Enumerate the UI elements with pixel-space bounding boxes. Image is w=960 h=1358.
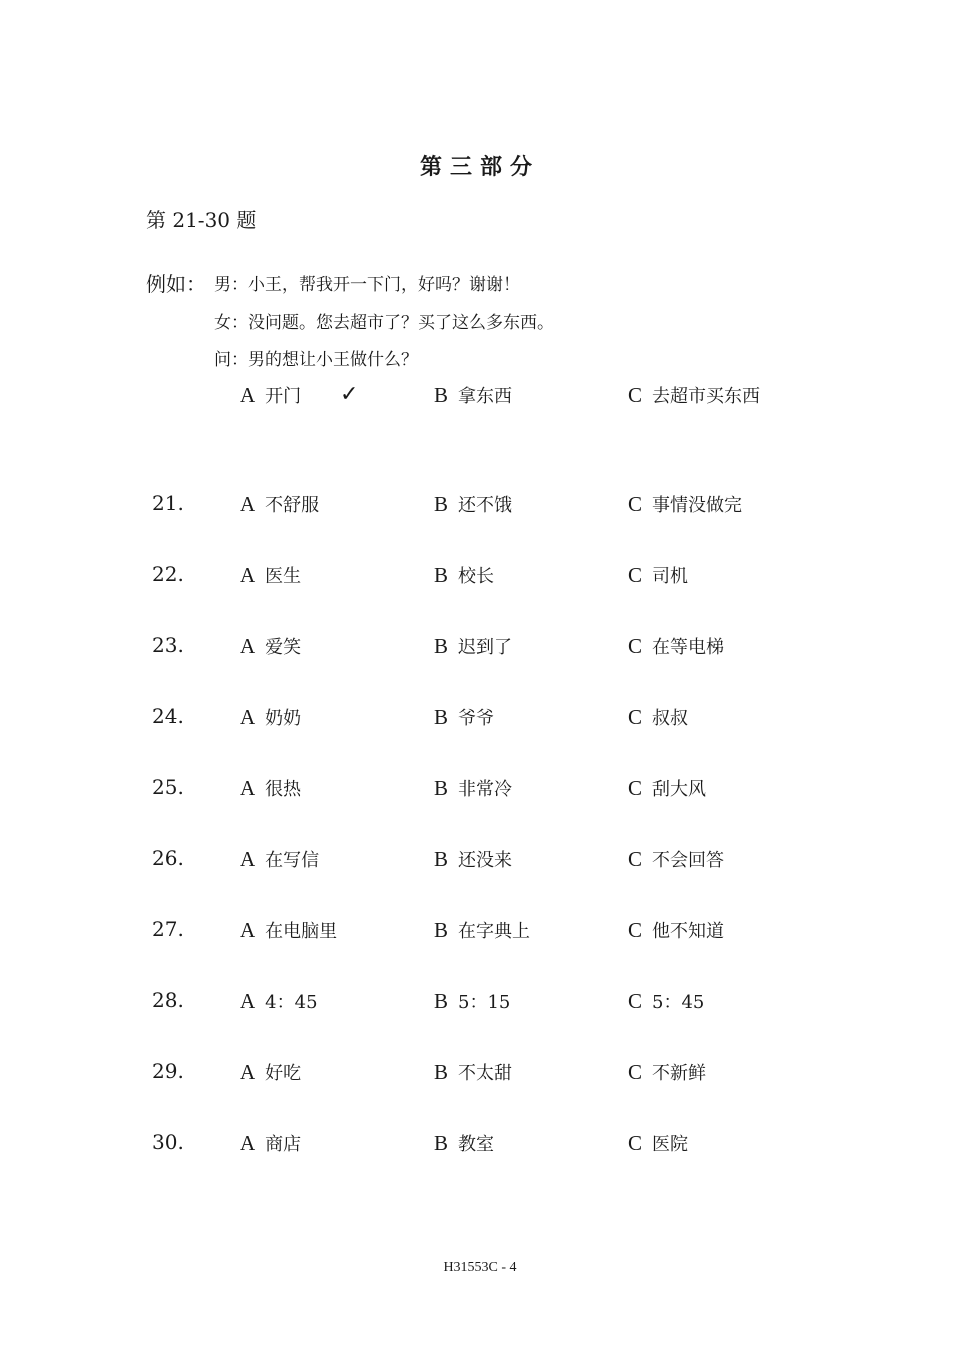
question-row: [0, 988, 960, 1018]
option-a: A 爱笑: [240, 634, 302, 658]
question-number: 21.: [152, 491, 184, 515]
question-row: [0, 1059, 960, 1089]
question-row: [0, 917, 960, 947]
example-line-question: 问：男的想让小王做什么？: [214, 350, 418, 370]
option-b: B 还不饿: [434, 492, 513, 516]
option-a: A 很热: [240, 776, 302, 800]
example-option-a: A 开门: [240, 383, 302, 407]
option-b: B 校长: [434, 563, 495, 587]
example-label: 例如：: [146, 272, 206, 296]
option-c: C 刮大风: [628, 776, 707, 800]
option-c: C 叔叔: [628, 705, 689, 729]
question-row: [0, 846, 960, 876]
option-a: A 不舒服: [240, 492, 320, 516]
question-row: [0, 491, 960, 521]
question-row: [0, 775, 960, 805]
question-number: 23.: [152, 633, 184, 657]
option-b: B 在字典上: [434, 918, 531, 942]
option-c: C 不新鲜: [628, 1060, 707, 1084]
question-number: 28.: [152, 988, 184, 1012]
option-b: B 5：15: [434, 989, 511, 1013]
example-option-c: C 去超市买东西: [628, 383, 761, 407]
question-number: 22.: [152, 562, 184, 586]
option-c: C 他不知道: [628, 918, 725, 942]
page-footer: H31553C - 4: [443, 1260, 517, 1275]
option-a: A 在电脑里: [240, 918, 338, 942]
question-row: [0, 704, 960, 734]
example-option-b: B 拿东西: [434, 383, 513, 407]
option-c: C 司机: [628, 563, 689, 587]
question-range: 第 21-30 题: [146, 208, 257, 232]
example-line-man: 男：小王，帮我开一下门，好吗？谢谢！: [214, 275, 520, 295]
option-b: B 爷爷: [434, 705, 495, 729]
option-c: C 医院: [628, 1131, 689, 1155]
option-c: C 在等电梯: [628, 634, 725, 658]
option-c: C 事情没做完: [628, 492, 743, 516]
option-c: C 5：45: [628, 989, 705, 1013]
check-icon: ✓: [340, 382, 359, 407]
option-a: A 奶奶: [240, 705, 302, 729]
question-number: 27.: [152, 917, 184, 941]
option-b: B 迟到了: [434, 634, 513, 658]
question-number: 26.: [152, 846, 184, 870]
option-a: A 4：45: [240, 989, 318, 1013]
question-number: 30.: [152, 1130, 184, 1154]
option-c: C 不会回答: [628, 847, 725, 871]
question-row: [0, 1130, 960, 1160]
option-a: A 在写信: [240, 847, 320, 871]
option-b: B 非常冷: [434, 776, 513, 800]
section-title: 第三部分: [419, 154, 540, 180]
option-b: B 不太甜: [434, 1060, 513, 1084]
question-row: [0, 562, 960, 592]
question-number: 24.: [152, 704, 184, 728]
option-b: B 教室: [434, 1131, 495, 1155]
option-a: A 医生: [240, 563, 302, 587]
example-options: [0, 382, 960, 412]
option-b: B 还没来: [434, 847, 513, 871]
question-number: 25.: [152, 775, 184, 799]
option-a: A 商店: [240, 1131, 302, 1155]
question-number: 29.: [152, 1059, 184, 1083]
question-row: [0, 633, 960, 663]
option-a: A 好吃: [240, 1060, 302, 1084]
example-line-woman: 女：没问题。您去超市了？买了这么多东西。: [214, 313, 554, 333]
